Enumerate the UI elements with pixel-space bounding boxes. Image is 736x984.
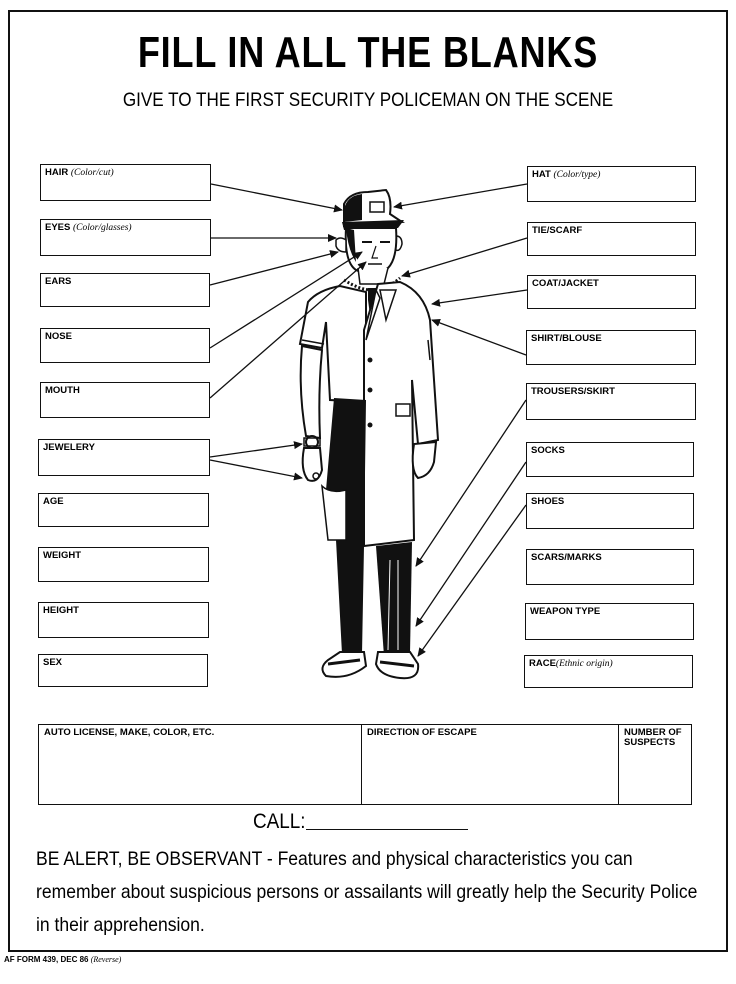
right-pointer-lines bbox=[394, 184, 527, 656]
coat-jacket-label: COAT/JACKET bbox=[532, 278, 599, 289]
race-sublabel: (Ethnic origin) bbox=[555, 659, 613, 669]
form-title: FILL IN ALL THE BLANKS bbox=[137, 28, 599, 77]
form-side: (Reverse) bbox=[90, 955, 122, 964]
age-label: AGE bbox=[43, 496, 64, 507]
call-number-blank[interactable] bbox=[306, 829, 468, 830]
race-label: RACE bbox=[529, 658, 556, 669]
hat-label: HAT bbox=[532, 169, 551, 180]
hat-sublabel: (Color/type) bbox=[553, 170, 601, 180]
trousers-skirt-label: TROUSERS/SKIRT bbox=[531, 386, 615, 397]
eyes-label: EYES bbox=[45, 222, 71, 233]
scars-marks-label: SCARS/MARKS bbox=[531, 552, 602, 563]
mouth-label: MOUTH bbox=[45, 385, 80, 396]
nose-label: NOSE bbox=[45, 331, 72, 342]
call-label: CALL: bbox=[253, 810, 306, 833]
escape-details-table bbox=[38, 724, 692, 805]
socks-label: SOCKS bbox=[531, 445, 565, 456]
direction-of-escape-label: DIRECTION OF ESCAPE bbox=[367, 727, 477, 738]
alert-notice: BE ALERT, BE OBSERVANT - Features and physical characteristics you can remember about suspicious persons or assailants will greatly help the Security Police in their apprehension. bbox=[36, 848, 698, 936]
eyes-sublabel: (Color/glasses) bbox=[73, 223, 132, 233]
shirt-blouse-label: SHIRT/BLOUSE bbox=[531, 333, 602, 344]
height-label: HEIGHT bbox=[43, 605, 79, 616]
form-footer bbox=[4, 955, 121, 964]
number-of-suspects-field[interactable] bbox=[619, 725, 693, 804]
direction-of-escape-field[interactable] bbox=[362, 725, 619, 804]
ears-label: EARS bbox=[45, 276, 72, 287]
form-subtitle: GIVE TO THE FIRST SECURITY POLICEMAN ON THE SCENE bbox=[122, 90, 614, 111]
sex-label: SEX bbox=[43, 657, 63, 668]
weight-label: WEIGHT bbox=[43, 550, 81, 561]
shoes-label: SHOES bbox=[531, 496, 565, 507]
tie-scarf-label: TIE/SCARF bbox=[532, 225, 583, 236]
hair-label: HAIR bbox=[45, 167, 69, 178]
hair-sublabel: (Color/cut) bbox=[70, 168, 114, 178]
number-of-suspects-label-2: SUSPECTS bbox=[624, 737, 676, 748]
auto-license-label: AUTO LICENSE, MAKE, COLOR, ETC. bbox=[44, 727, 215, 738]
form-number: AF FORM 439, DEC 86 bbox=[4, 955, 89, 964]
weapon-type-label: WEAPON TYPE bbox=[530, 606, 601, 617]
auto-license-field[interactable] bbox=[39, 725, 362, 804]
jewelery-label: JEWELERY bbox=[43, 442, 95, 453]
number-of-suspects-label-1: NUMBER OF bbox=[624, 727, 682, 738]
